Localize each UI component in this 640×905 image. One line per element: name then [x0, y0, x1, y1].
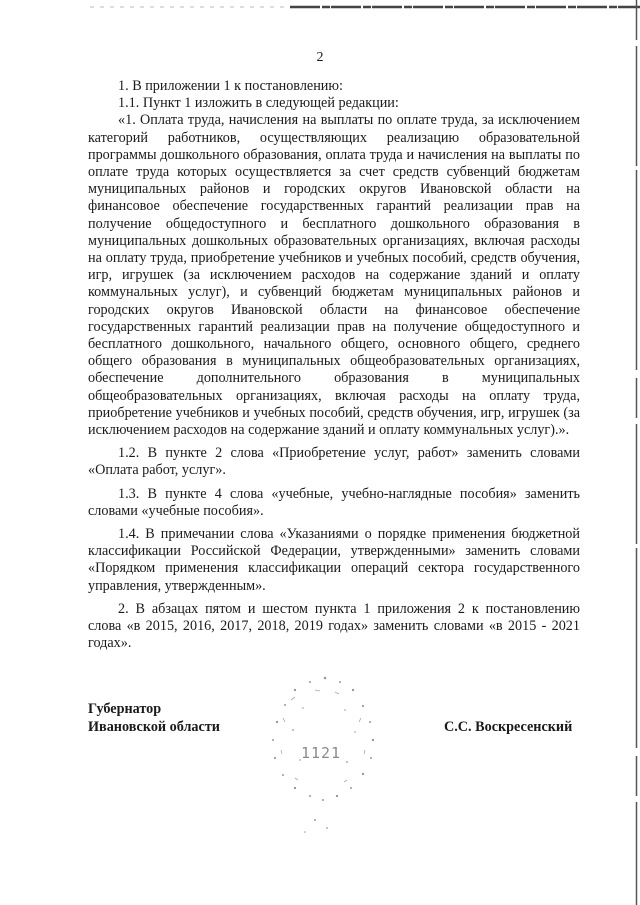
signatory-name: С.С. Воскресенский [444, 719, 573, 735]
page-number: 2 [316, 50, 324, 65]
scan-artifact-top [90, 4, 640, 10]
paragraph-1-1: 1.1. Пункт 1 изложить в следующей редакции: [118, 95, 399, 112]
paragraph-quote-item-1: «1. Оплата труда, начисления на выплаты по оплате труда, за исключением категорий работников, осуществляющих реализацию образовательной программы дошкольного образования, оплата труда и начисления на выплаты по оплате труда которых осуществляется за счет средств субвенций бюджетам муниципальных районов и городских округов Ивановской области на финансовое обеспечение государственных гарантий реализации прав на получение общедоступного и бесплатного дошкольного образования в муниципальных дошкольных образовательных организациях, включая расходы на оплату труда, приобретение учебников и учебных пособий, средств обучения, игр, игрушек (за исключением расходов на содержание зданий и оплату коммунальных услуг), и субвенций бюджетам муниципальных районов и городских округов Ивановской области на финансовое обеспечение государственных гарантий реализации прав на получение общедоступного и бесплатного дошкольного, начального общего, основного общего, среднего общего образования в муниципальных общеобразовательных организациях, обеспечение дополнительного образования в муниципальных общеобразовательных организациях, включая расходы на оплату труда, приобретение учебников и учебных пособий, средств обучения, игр, игрушек (за исключением расходов на содержание зданий и оплату коммунальных услуг).». [88, 112, 580, 439]
signature-block [88, 700, 588, 736]
paragraph-1-2: 1.2. В пункте 2 слова «Приобретение услуг, работ» заменить словами «Оплата работ, услуг». [88, 445, 580, 479]
signatory-title-line1: Губернатор [88, 701, 162, 717]
scan-artifact-right-edge [635, 0, 638, 905]
official-stamp [255, 660, 385, 840]
paragraph-1-4: 1.4. В примечании слова «Указаниями о порядке применения бюджетной классификации Российской Федерации, утвержденными» заменить словами «Порядком применения классификации операций сектора государственного управления, утвержденным». [88, 526, 580, 594]
paragraph-2: 2. В абзацах пятом и шестом пункта 1 приложения 2 к постановлению слова «в 2015, 2016, 2017, 2018, 2019 годах» заменить словами «в 2015 - 2021 годах». [88, 600, 580, 652]
paragraph-1: 1. В приложении 1 к постановлению: [118, 78, 343, 94]
paragraph-1-3: 1.3. В пункте 4 слова «учебные, учебно-наглядные пособия» заменить словами «учебные пособия». [88, 485, 580, 519]
stamp-text: 1121 [300, 744, 342, 762]
signatory-title-line2: Ивановской области [88, 719, 220, 735]
document-body [88, 78, 580, 659]
